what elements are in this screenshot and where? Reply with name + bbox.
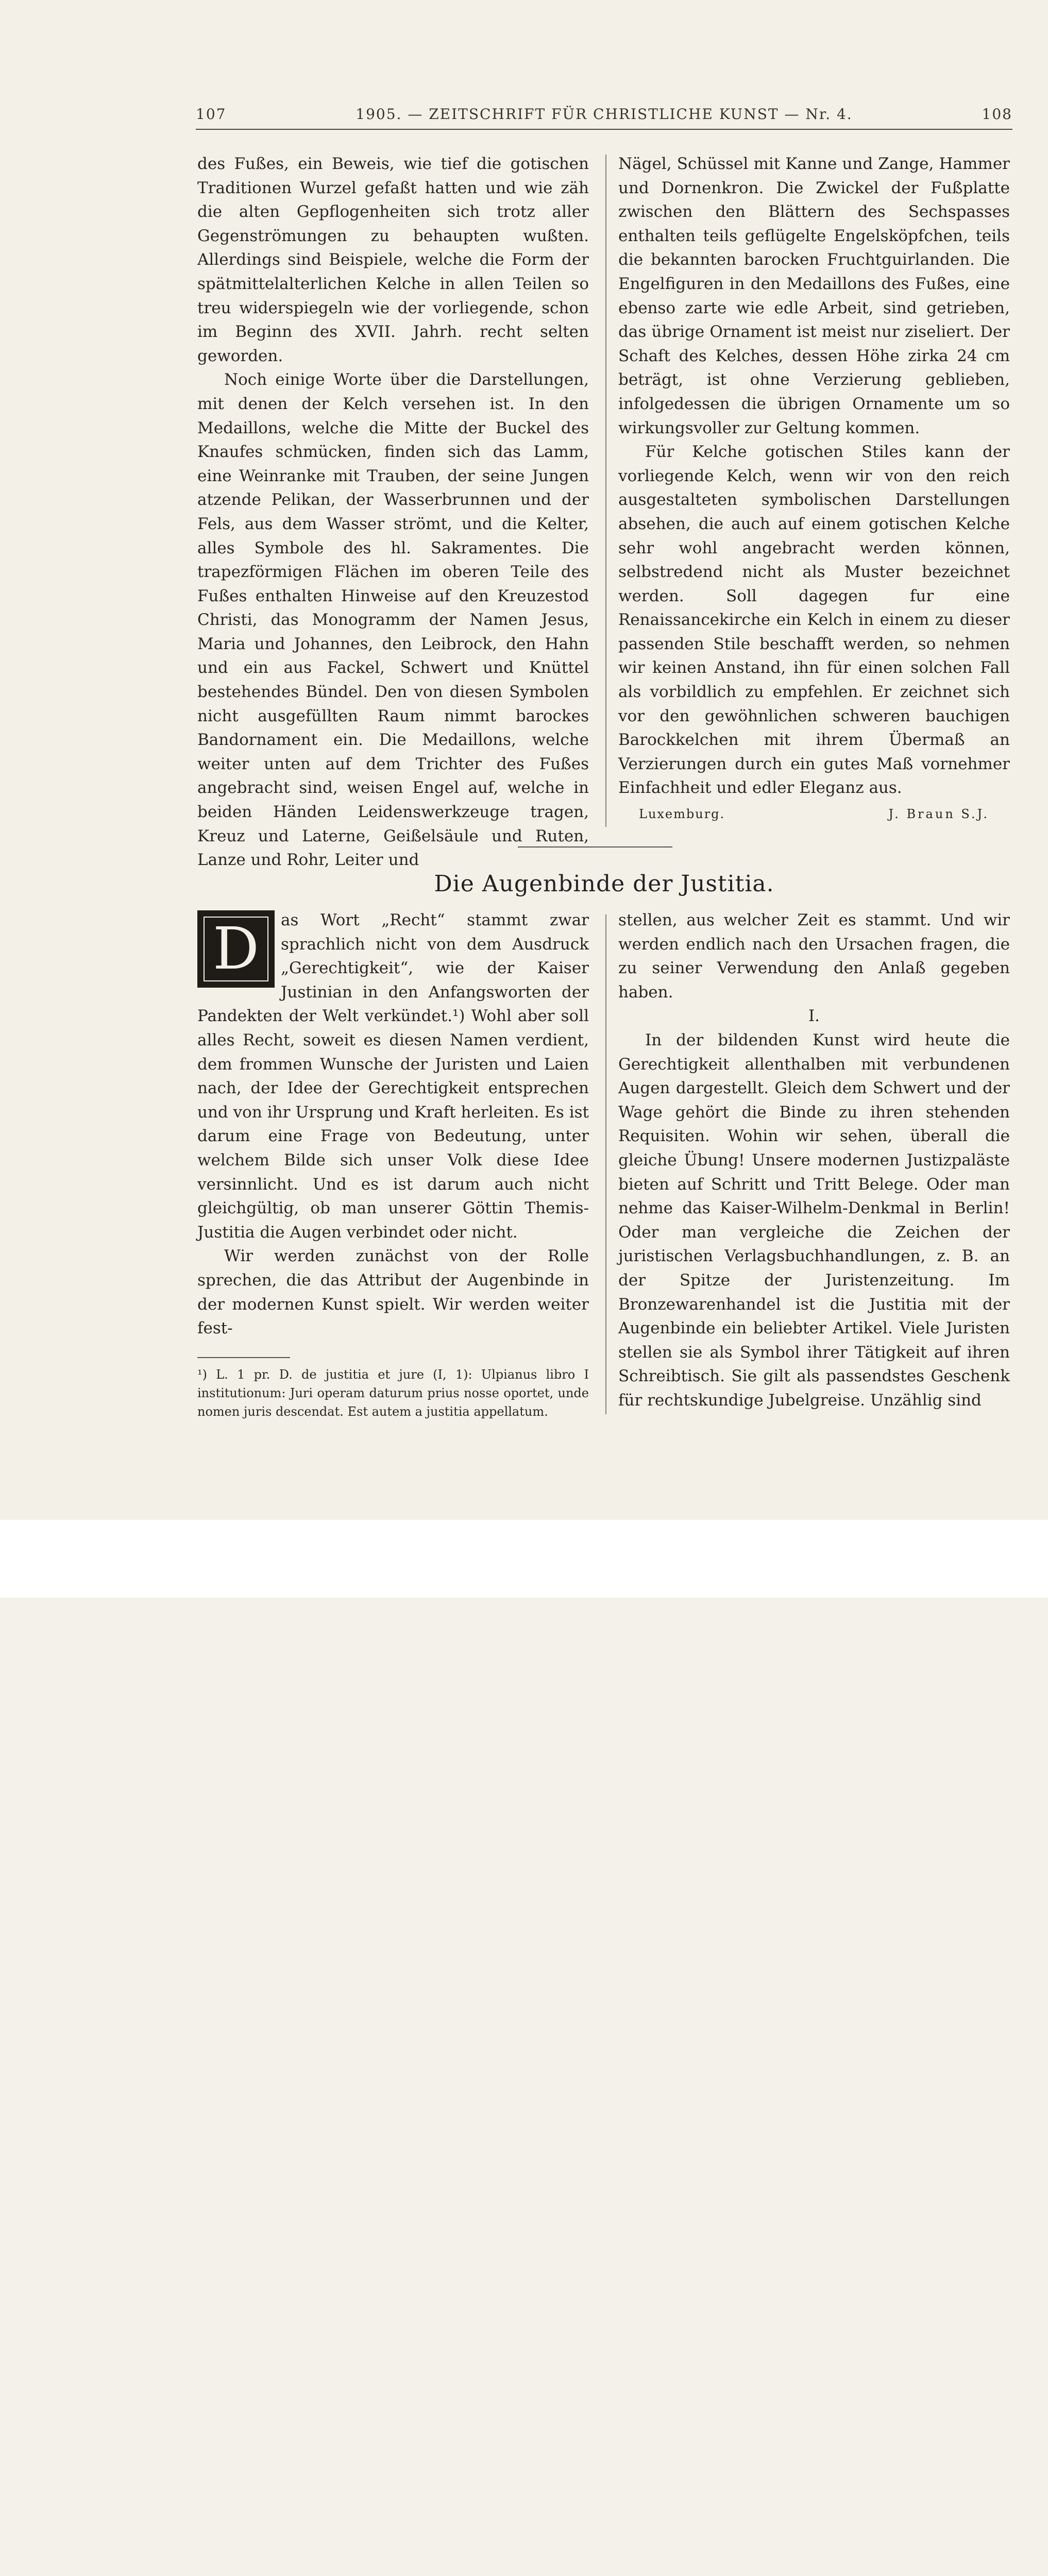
footnote-rule [197,1357,290,1358]
column-right-top [618,152,1010,826]
footnote: ¹) L. 1 pr. D. de justitia et jure (I, 1): Ulpianus libro I institutionum: Juri operam daturum prius nosse oportet, unde nomen juris descendat. Est autem a justitia appellatum. [197,1367,589,1419]
paragraph: Nägel, Schüssel mit Kanne und Zange, Hammer und Dornenkron. Die Zwickel der Fußplatte zwischen den Blättern des Sechspasses enthalten teils geflügelte Engelsköpfchen, teils die bekannten barocken Fruchtguirlanden. Die Engelfiguren in den Medaillons des Fußes, eine ebenso zarte wie edle Arbeit, sind getrieben, das übrige Ornament ist meist nur ziseliert. Der Schaft des Kelches, dessen Höhe zirka 24 cm beträgt, ist ohne Verzierung geblieben, infolgedessen die übrigen Ornamente um so wirkungsvoller zur Geltung kommen. [618,155,1010,437]
column-divider [605,914,606,1414]
paragraph: Wir werden zunächst von der Rolle sprechen, die das Attribut der Augenbinde in der modernen Kunst spielt. Wir werden weiter fest- [197,1247,589,1338]
section-number: I. [808,1007,820,1026]
column-left-bottom [197,908,589,1421]
column-left-top [197,152,589,872]
journal-title: 1905. — ZEITSCHRIFT FÜR CHRISTLICHE KUNST — Nr. 4. [356,106,853,123]
signature-place: Luxemburg. [639,807,725,822]
page-number-right: 108 [982,106,1012,123]
column-right-bottom [618,908,1010,1412]
signature [618,802,1010,826]
signature-author: J. Braun S.J. [888,807,989,822]
paragraph: Für Kelche gotischen Stiles kann der vorliegende Kelch, wenn wir von den reich ausgestalteten symbolischen Darstellungen absehen, die auch auf einem gotischen Kelche sehr wohl angebracht werden können, selbstredend nicht als Muster bezeichnet werden. Soll dagegen fur eine Renaissancekirche ein Kelch in einem zu dieser passenden Stile beschafft werden, so nehmen wir keinen Anstand, ihn für einen solchen Fall als vorbildlich zu empfehlen. Er zeichnet sich vor den gewöhnlichen schweren bauchigen Barockkelchen mit ihrem Übermaß an Verzierungen durch ein gutes Maß vornehmer Einfachheit und edler Eleganz aus. [618,443,1010,798]
section-divider [518,846,672,848]
paragraph: stellen, aus welcher Zeit es stammt. Und wir werden endlich nach den Ursachen fragen, die zu seiner Verwendung den Anlaß gegeben haben. [618,911,1010,1002]
paragraph: as Wort „Recht“ stammt zwar sprachlich nicht von dem Ausdruck „Gerechtigkeit“, wie der Kaiser Justinian in den Anfangsworten der Pandekten der Welt verkündet.¹) Wohl aber soll alles Recht, soweit es diesen Namen verdient, dem frommen Wunsche der Juristen und Laien nach, der Idee der Gerechtigkeit entsprechen und von ihr Ursprung und Kraft herleiten. Es ist darum eine Frage von Bedeutung, unter welchem Bilde sich unser Volk diese Idee versinnlicht. Und es ist darum auch nicht gleichgültig, ob man unserer Göttin Themis-Justitia die Augen verbindet oder nicht. [197,911,589,1242]
column-divider [605,155,606,827]
ornamental-initial: D [197,910,275,988]
digitization-footer [0,1520,1048,1598]
paragraph: In der bildenden Kunst wird heute die Gerechtigkeit allenthalben mit verbundenen Augen dargestellt. Gleich dem Schwert und der Wage gehört die Binde zu ihren stehenden Requisiten. Wohin wir sehen, überall die gleiche Übung! Unsere modernen Justizpaläste bieten auf Schritt und Tritt Belege. Oder man nehme das Kaiser-Wilhelm-Denkmal in Berlin! Oder man vergleiche die Zeichen der juristischen Verlagsbuchhandlungen, z. B. an der Spitze der Juristenzeitung. Im Bronzewarenhandel ist die Justitia mit der Augenbinde ein beliebter Artikel. Viele Juristen stellen sie als Symbol ihrer Tätigkeit auf ihren Schreibtisch. Sie gilt als passendstes Geschenk für rechtskundige Jubelgreise. Unzählig sind [618,1030,1010,1410]
page-number-left: 107 [196,106,227,123]
header-rule [196,129,1012,130]
paragraph: des Fußes, ein Beweis, wie tief die gotischen Traditionen Wurzel gefaßt hatten und wie zäh die alten Gepflogenheiten sich trotz aller Gegenströmungen zu behaupten wußten. Allerdings sind Beispiele, welche die Form der spätmittelalterlichen Kelche in allen Teilen so treu widerspiegeln wie der vorliegende, schon im Beginn des XVII. Jahrh. recht selten geworden. [197,155,589,365]
paragraph: Noch einige Worte über die Darstellungen, mit denen der Kelch versehen ist. In den Medaillons, welche die Mitte der Buckel des Knaufes schmücken, finden sich das Lamm, eine Weinranke mit Trauben, der seine Jungen atzende Pelikan, der Wasserbrunnen und der Fels, aus dem Wasser strömt, und die Kelter, alles Symbole des hl. Sakramentes. Die trapezförmigen Flächen im oberen Teile des Fußes enthalten Hinweise auf den Kreuzestod Christi, das Monogramm der Namen Jesus, Maria und Johannes, den Leibrock, den Hahn und ein aus Fackel, Schwert und Knüttel bestehendes Bündel. Den von diesen Symbolen nicht ausgefüllten Raum nimmt barockes Bandornament ein. Die Medaillons, welche weiter unten auf dem Trichter des Fußes angebracht sind, weisen Engel auf, welche in beiden Händen Leidenswerkzeuge tragen, Kreuz und Laterne, Geißelsäule und Ruten, Lanze und Rohr, Leiter und [197,370,589,870]
article-title: Die Augenbinde der Justitia. [434,871,774,897]
